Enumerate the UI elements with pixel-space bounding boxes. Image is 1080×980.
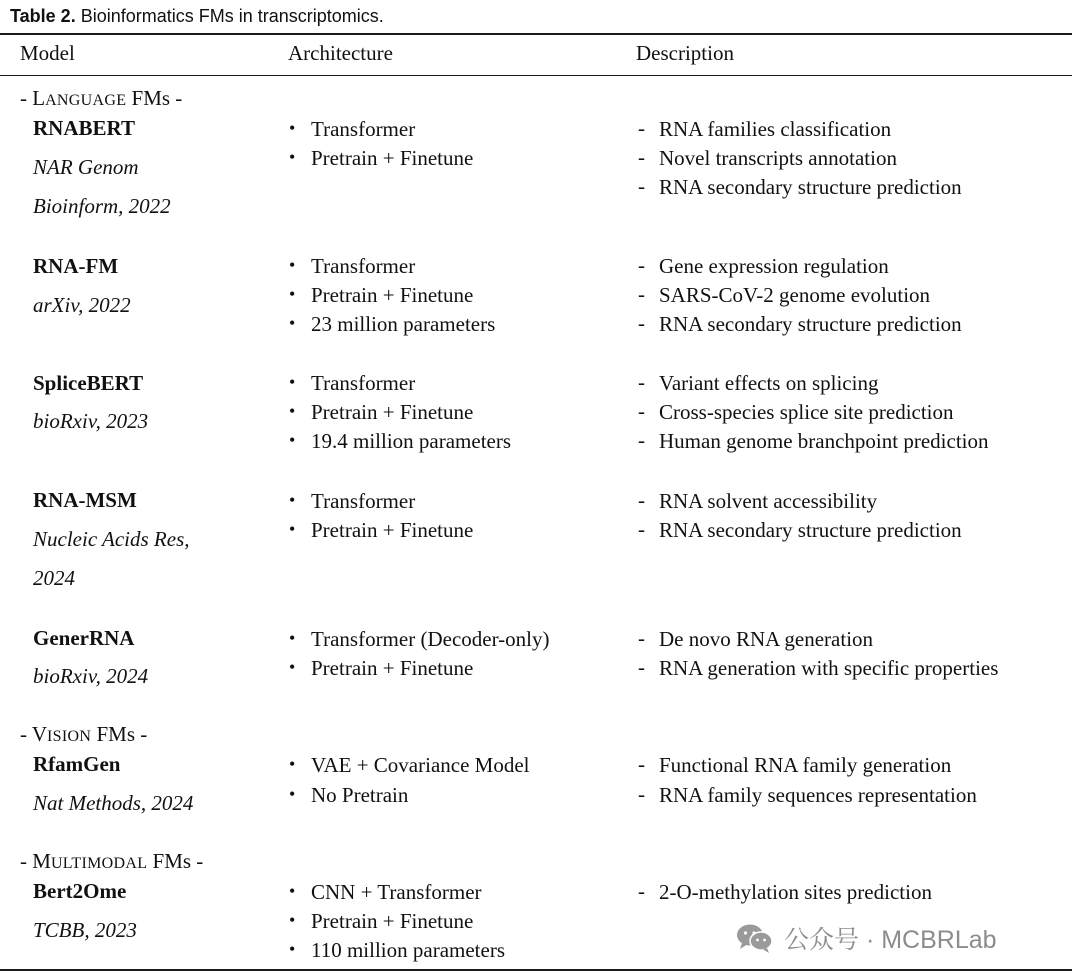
dash: -: [638, 174, 645, 198]
dash: -: [638, 145, 645, 169]
section-prefix: -: [20, 86, 33, 110]
watermark: [734, 920, 997, 956]
section-prefix: -: [20, 849, 33, 873]
model-venue: Bioinform, 2022: [33, 194, 171, 218]
description-item: - RNA secondary structure prediction: [638, 517, 962, 542]
architecture-item: • Transformer: [289, 371, 416, 395]
bottom-rule: [0, 969, 1072, 971]
architecture-item: • Transformer (Decoder-only): [289, 627, 550, 651]
bullet: •: [289, 881, 296, 901]
dash: -: [638, 428, 645, 452]
description-item: - Variant effects on splicing: [638, 370, 879, 395]
architecture-item: • CNN + Transformer: [289, 880, 482, 904]
wechat-icon: [734, 922, 776, 954]
dash: -: [638, 311, 645, 335]
architecture-item: • Pretrain + Finetune: [289, 400, 474, 424]
model-venue: bioRxiv, 2023: [33, 409, 149, 433]
model-name: SpliceBERT: [33, 371, 144, 395]
architecture-item: • Transformer: [289, 117, 416, 141]
caption-text: Bioinformatics FMs in transcriptomics.: [80, 6, 384, 26]
dash: -: [638, 488, 645, 512]
bullet: •: [289, 255, 296, 275]
bullet: •: [289, 939, 296, 959]
header-architecture: Architecture: [288, 41, 393, 65]
table-caption: [10, 6, 384, 27]
header-model: Model: [20, 41, 75, 65]
architecture-item: • Pretrain + Finetune: [289, 656, 474, 680]
architecture-item: • VAE + Covariance Model: [289, 753, 530, 777]
dash: -: [638, 399, 645, 423]
section-rest: ULTIMODAL: [50, 855, 148, 872]
dash: -: [638, 116, 645, 140]
architecture-item: • Pretrain + Finetune: [289, 909, 474, 933]
description-item: - RNA families classification: [638, 116, 892, 141]
architecture-item: • Pretrain + Finetune: [289, 283, 474, 307]
top-rule: [0, 33, 1072, 35]
section-vision: [20, 722, 147, 747]
model-name: Bert2Ome: [33, 879, 127, 903]
description-item: - Functional RNA family generation: [638, 752, 952, 777]
architecture-item: • Pretrain + Finetune: [289, 146, 474, 170]
section-rest: ISION: [47, 728, 92, 745]
dash: -: [638, 282, 645, 306]
description-item: - RNA solvent accessibility: [638, 488, 878, 513]
bullet: •: [289, 910, 296, 930]
header-rule: [0, 75, 1072, 76]
section-suffix: FMs -: [126, 86, 183, 110]
description-item: - RNA family sequences representation: [638, 782, 977, 807]
section-rest: ANGUAGE: [45, 92, 127, 109]
section-language: [20, 86, 182, 111]
model-name: RfamGen: [33, 752, 121, 776]
description-item: - Human genome branchpoint prediction: [638, 428, 989, 453]
dash: -: [638, 655, 645, 679]
model-venue: arXiv, 2022: [33, 293, 131, 317]
caption-label: Table 2.: [10, 6, 76, 26]
bullet: •: [289, 490, 296, 510]
section-multimodal: [20, 849, 203, 874]
section-prefix: -: [20, 722, 32, 746]
description-item: - 2-O-methylation sites prediction: [638, 879, 932, 904]
section-initial: M: [32, 849, 51, 873]
dash: -: [638, 752, 645, 776]
dash: -: [638, 879, 645, 903]
model-name: GenerRNA: [33, 626, 135, 650]
model-name: RNA-MSM: [33, 488, 137, 512]
bullet: •: [289, 430, 296, 450]
dash: -: [638, 370, 645, 394]
watermark-text: 公众号 · MCBRLab: [784, 926, 997, 954]
model-venue: TCBB, 2023: [33, 918, 137, 942]
model-venue: bioRxiv, 2024: [33, 664, 149, 688]
architecture-item: • 110 million parameters: [289, 938, 506, 962]
model-venue: Nucleic Acids Res,: [33, 527, 190, 551]
description-item: - Novel transcripts annotation: [638, 145, 897, 170]
architecture-item: • No Pretrain: [289, 783, 409, 807]
bullet: •: [289, 147, 296, 167]
bullet: •: [289, 401, 296, 421]
architecture-item: • Transformer: [289, 254, 416, 278]
model-venue: 2024: [33, 566, 75, 590]
dash: -: [638, 253, 645, 277]
section-suffix: FMs -: [91, 722, 148, 746]
model-venue: NAR Genom: [33, 155, 139, 179]
bullet: •: [289, 313, 296, 333]
architecture-item: • 23 million parameters: [289, 312, 496, 336]
bullet: •: [289, 284, 296, 304]
bullet: •: [289, 118, 296, 138]
model-venue: Nat Methods, 2024: [33, 791, 194, 815]
bullet: •: [289, 784, 296, 804]
dash: -: [638, 517, 645, 541]
description-item: - RNA secondary structure prediction: [638, 174, 962, 199]
description-item: - Cross-species splice site prediction: [638, 399, 954, 424]
bullet: •: [289, 754, 296, 774]
bullet: •: [289, 372, 296, 392]
description-item: - SARS-CoV-2 genome evolution: [638, 282, 931, 307]
dash: -: [638, 626, 645, 650]
section-initial: L: [32, 86, 46, 110]
description-item: - RNA secondary structure prediction: [638, 311, 962, 336]
architecture-item: • 19.4 million parameters: [289, 429, 512, 453]
architecture-item: • Pretrain + Finetune: [289, 518, 474, 542]
dash: -: [638, 782, 645, 806]
bullet: •: [289, 628, 296, 648]
header-description: Description: [636, 41, 734, 65]
model-name: RNA-FM: [33, 254, 119, 278]
description-item: - RNA generation with specific properties: [638, 655, 999, 680]
bullet: •: [289, 519, 296, 539]
description-item: - De novo RNA generation: [638, 626, 874, 651]
section-suffix: FMs -: [147, 849, 204, 873]
architecture-item: • Transformer: [289, 489, 416, 513]
model-name: RNABERT: [33, 116, 135, 140]
section-initial: V: [31, 722, 48, 746]
bullet: •: [289, 657, 296, 677]
description-item: - Gene expression regulation: [638, 253, 889, 278]
